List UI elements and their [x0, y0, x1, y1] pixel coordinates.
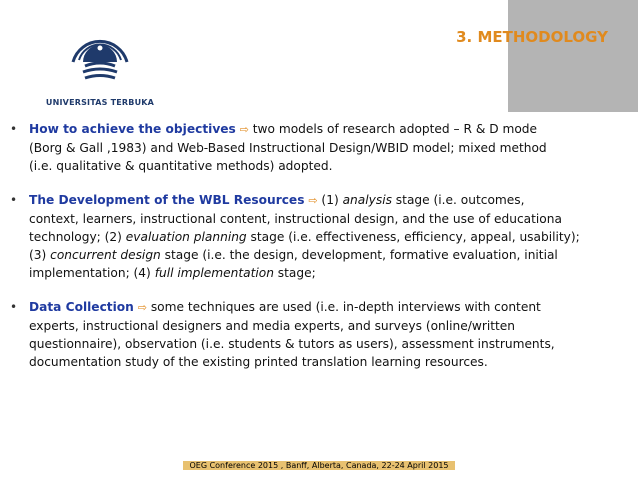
- arrow-icon: ⇨: [137, 301, 147, 314]
- bullet-text: (3): [29, 248, 51, 262]
- bullet-line: [29, 191, 636, 210]
- footer-text: OEG Conference 2015 , Banff, Alberta, Canada, 22-24 April 2015: [183, 461, 454, 470]
- bullet-line: context, learners, instructional content, instructional design, and the use of educationa: [29, 212, 562, 226]
- footer: [0, 461, 638, 470]
- bullet-objectives: [10, 120, 636, 175]
- title-background: [508, 0, 638, 112]
- bullet-line: [29, 246, 636, 264]
- bullet-development: [10, 191, 636, 282]
- bullet-text: stage (i.e. the design, development, formative evaluation, initial: [160, 248, 558, 262]
- bullet-line: documentation study of the existing printed translation learning resources.: [29, 355, 488, 369]
- bullet-marker: •: [10, 122, 18, 136]
- bullet-text: two models of research adopted – R & D mode: [248, 122, 538, 136]
- bullet-text: (1): [317, 193, 343, 207]
- stage-name: analysis: [342, 193, 392, 207]
- university-logo: [40, 18, 160, 113]
- bullet-list: [10, 120, 636, 387]
- bullet-text: stage (i.e. effectiveness, efficiency, appeal, usability);: [246, 230, 580, 244]
- bullet-heading: Data Collection: [29, 300, 134, 314]
- bullet-line: (Borg & Gall ,1983) and Web-Based Instructional Design/WBID model; mixed method: [29, 141, 547, 155]
- bullet-text: implementation; (4): [29, 266, 155, 280]
- bullet-line: [29, 298, 636, 317]
- bullet-line: experts, instructional designers and media experts, and surveys (online/written: [29, 319, 515, 333]
- bullet-text: stage;: [273, 266, 316, 280]
- stage-name: full implementation: [154, 266, 274, 280]
- bullet-data-collection: [10, 298, 636, 371]
- arrow-icon: ⇨: [239, 123, 249, 136]
- bullet-heading: How to achieve the objectives: [29, 122, 236, 136]
- bullet-marker: •: [10, 193, 18, 207]
- bullet-line: [29, 228, 636, 246]
- bullet-line: questionnaire), observation (i.e. students & tutors as users), assessment instruments,: [29, 337, 555, 351]
- bullet-text: some techniques are used (i.e. in-depth interviews with content: [146, 300, 541, 314]
- logo-text: UNIVERSITAS TERBUKA: [45, 98, 155, 107]
- bullet-text: stage (i.e. outcomes,: [391, 193, 525, 207]
- stage-name: concurrent design: [50, 248, 161, 262]
- bullet-marker: •: [10, 300, 18, 314]
- slide-title: 3. METHODOLOGY: [456, 28, 608, 46]
- bullet-line: (i.e. qualitative & quantitative methods) adopted.: [29, 159, 333, 173]
- bullet-text: technology; (2): [29, 230, 126, 244]
- bullet-heading: The Development of the WBL Resources: [29, 193, 305, 207]
- stage-name: evaluation planning: [125, 230, 247, 244]
- bullet-line: [29, 264, 636, 282]
- arrow-icon: ⇨: [308, 194, 318, 207]
- bullet-line: [29, 120, 636, 139]
- university-emblem-icon: [65, 18, 135, 88]
